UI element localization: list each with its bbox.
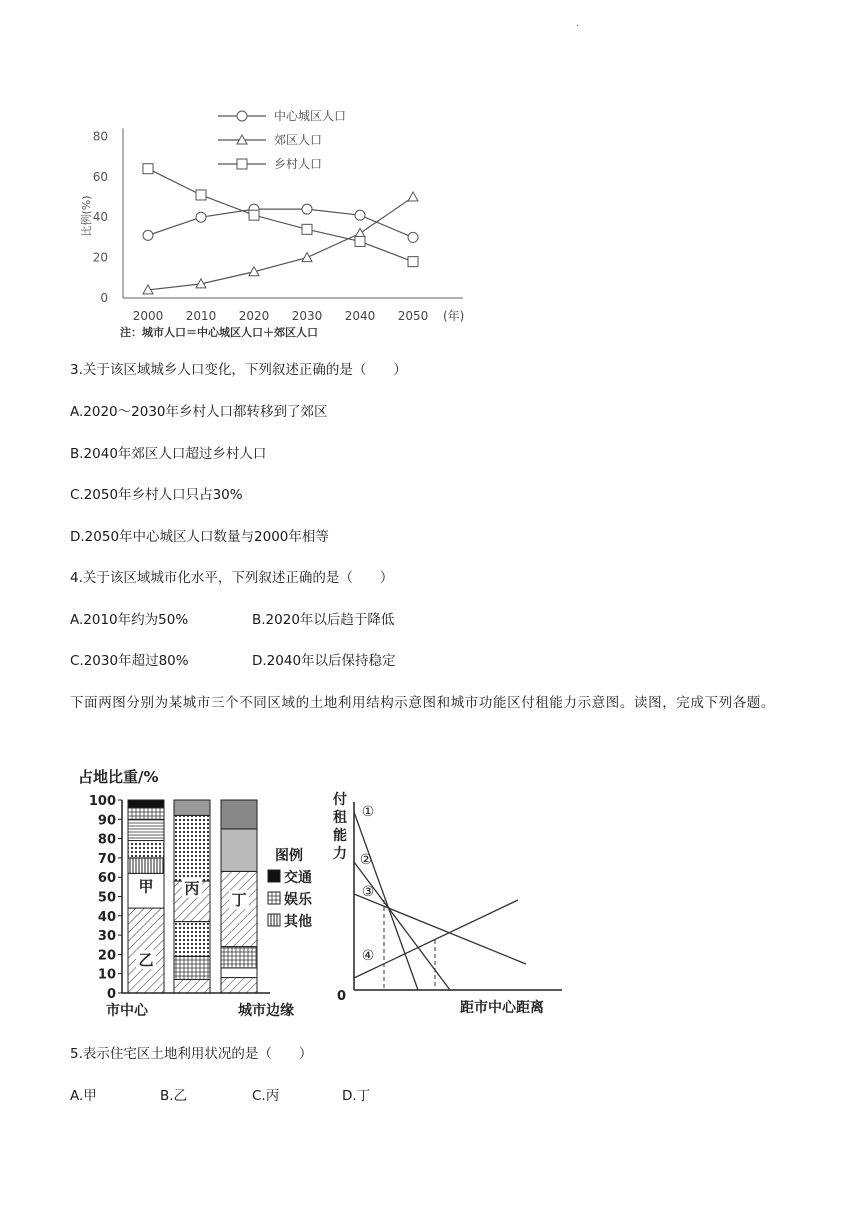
data-point-triangle [408, 192, 418, 201]
x-tick-label: 2020 [238, 309, 270, 323]
x-tick-label: 2040 [344, 309, 376, 323]
data-point-circle [408, 232, 418, 242]
y-tick-label: 60 [92, 169, 108, 184]
bar-segment [221, 978, 257, 993]
legend-label: 其他 [284, 914, 312, 930]
question-5-option-c: C.丙 [252, 1088, 280, 1104]
x-right-label: 城市边缘 [238, 1003, 294, 1019]
series-line [148, 209, 413, 237]
question-3-option-b: B.2040年郊区人口超过乡村人口 [70, 446, 267, 462]
data-point-square [249, 210, 259, 220]
bar-chart-ylabel: 占地比重/% [78, 768, 159, 786]
chart-note: 注：城市人口＝中心城区人口＋郊区人口 [120, 326, 318, 339]
series-line [148, 197, 413, 290]
bar-segment [174, 956, 210, 979]
data-point-square [302, 224, 312, 234]
bar-segment [128, 808, 164, 820]
question-3-option-c: C.2050年乡村人口只占30% [70, 487, 243, 503]
line-label: ④ [361, 948, 375, 964]
bar-label: 甲 [138, 877, 154, 896]
bar-label: 乙 [138, 951, 154, 970]
data-point-circle [355, 210, 365, 220]
y-tick-label: 40 [92, 210, 108, 225]
bar-segment [174, 979, 210, 993]
legend-label: 乡村人口 [274, 157, 323, 171]
data-point-circle [196, 212, 206, 222]
question-4-option-b: B.2020年以后趋于降低 [252, 612, 395, 628]
question-4-stem: 4.关于该区域城市化水平，下列叙述正确的是（ ） [70, 570, 394, 586]
origin-label: 0 [336, 989, 346, 1004]
legend-swatch [268, 914, 280, 926]
data-point-square [355, 236, 365, 246]
legend-label: 郊区人口 [274, 133, 323, 147]
question-5-stem: 5.表示住宅区土地利用状况的是（ ） [70, 1046, 313, 1062]
question-5-option-d: D.丁 [342, 1088, 371, 1104]
legend-swatch [268, 892, 280, 904]
question-3-option-d: D.2050年中心城区人口数量与2000年相等 [70, 529, 329, 545]
population-line-chart [68, 96, 488, 344]
bar-segment [221, 947, 257, 968]
bar-segment [174, 922, 210, 957]
question-4-option-c: C.2030年超过80% [70, 653, 189, 669]
legend-marker [237, 111, 247, 121]
y-axis-label-char: 能 [333, 828, 347, 844]
x-tick-label: 2030 [291, 309, 323, 323]
legend-swatch [268, 870, 280, 882]
data-point-square [196, 190, 206, 200]
y-tick-label: 0 [100, 291, 108, 305]
data-point-square [408, 257, 418, 267]
y-tick-label: 80 [97, 832, 116, 848]
x-axis-label: (年) [443, 309, 465, 323]
bar-label: 丙 [184, 879, 200, 898]
y-tick-label: 70 [97, 851, 116, 867]
bar-label: 丁 [231, 891, 247, 910]
bar-segment [221, 968, 257, 978]
data-point-circle [143, 230, 153, 240]
question-4-option-a: A.2010年约为50% [70, 612, 189, 628]
y-tick-label: 20 [97, 948, 116, 964]
legend-label: 娱乐 [284, 892, 312, 908]
y-tick-label: 90 [97, 813, 116, 829]
y-tick-label: 0 [106, 987, 116, 1002]
bid-rent-line-3 [354, 894, 526, 964]
bar-segment [128, 841, 164, 858]
legend-marker [237, 159, 247, 169]
y-tick-label: 50 [97, 890, 116, 906]
y-axis-label-char: 租 [333, 810, 347, 826]
series-line [148, 169, 413, 262]
y-axis-label: 比例(%) [80, 195, 93, 237]
line-label: ③ [361, 884, 375, 900]
data-point-triangle [302, 253, 312, 262]
y-tick-label: 100 [88, 794, 116, 809]
y-tick-label: 60 [97, 871, 116, 887]
legend-label: 交通 [284, 870, 312, 886]
question-5-option-b: B.乙 [160, 1088, 188, 1104]
header-mark: . [576, 18, 580, 29]
bar-segment [174, 800, 210, 815]
question-4-option-d: D.2040年以后保持稳定 [252, 653, 396, 669]
y-axis-label-char: 付 [333, 792, 347, 808]
data-point-circle [302, 204, 312, 214]
y-tick-label: 40 [97, 909, 116, 925]
x-tick-label: 2010 [185, 309, 217, 323]
question-3-stem: 3.关于该区域城乡人口变化，下列叙述正确的是（ ） [70, 362, 407, 378]
bid-rent-diagram [330, 782, 570, 1018]
section-intro: 下面两图分别为某城市三个不同区域的土地利用结构示意图和城市功能区付租能力示意图。读图，完成下列各题。 [70, 695, 775, 711]
legend-label: 中心城区人口 [274, 109, 347, 123]
data-point-square [143, 164, 153, 174]
land-use-bar-chart [78, 762, 338, 1024]
x-tick-label: 2050 [397, 309, 429, 323]
x-left-label: 市中心 [106, 1003, 148, 1019]
bar-segment [174, 815, 210, 881]
y-axis-label-char: 力 [333, 846, 347, 862]
bar-segment [128, 819, 164, 840]
question-3-option-a: A.2020～2030年乡村人口都转移到了郊区 [70, 404, 328, 420]
question-5-option-a: A.甲 [70, 1088, 97, 1104]
bid-rent-line-4 [354, 900, 518, 978]
line-label: ② [359, 852, 373, 868]
y-tick-label: 80 [92, 129, 108, 144]
x-axis-label: 距市中心距离 [460, 1000, 544, 1016]
bar-segment [221, 829, 257, 871]
y-tick-label: 30 [97, 929, 116, 945]
x-tick-label: 2000 [132, 309, 164, 323]
y-tick-label: 20 [92, 250, 108, 265]
y-tick-label: 10 [97, 967, 116, 983]
bar-segment [128, 800, 164, 808]
bar-segment [128, 858, 164, 873]
legend-title: 图例 [275, 848, 303, 864]
line-label: ① [361, 804, 375, 820]
bar-segment [221, 800, 257, 829]
